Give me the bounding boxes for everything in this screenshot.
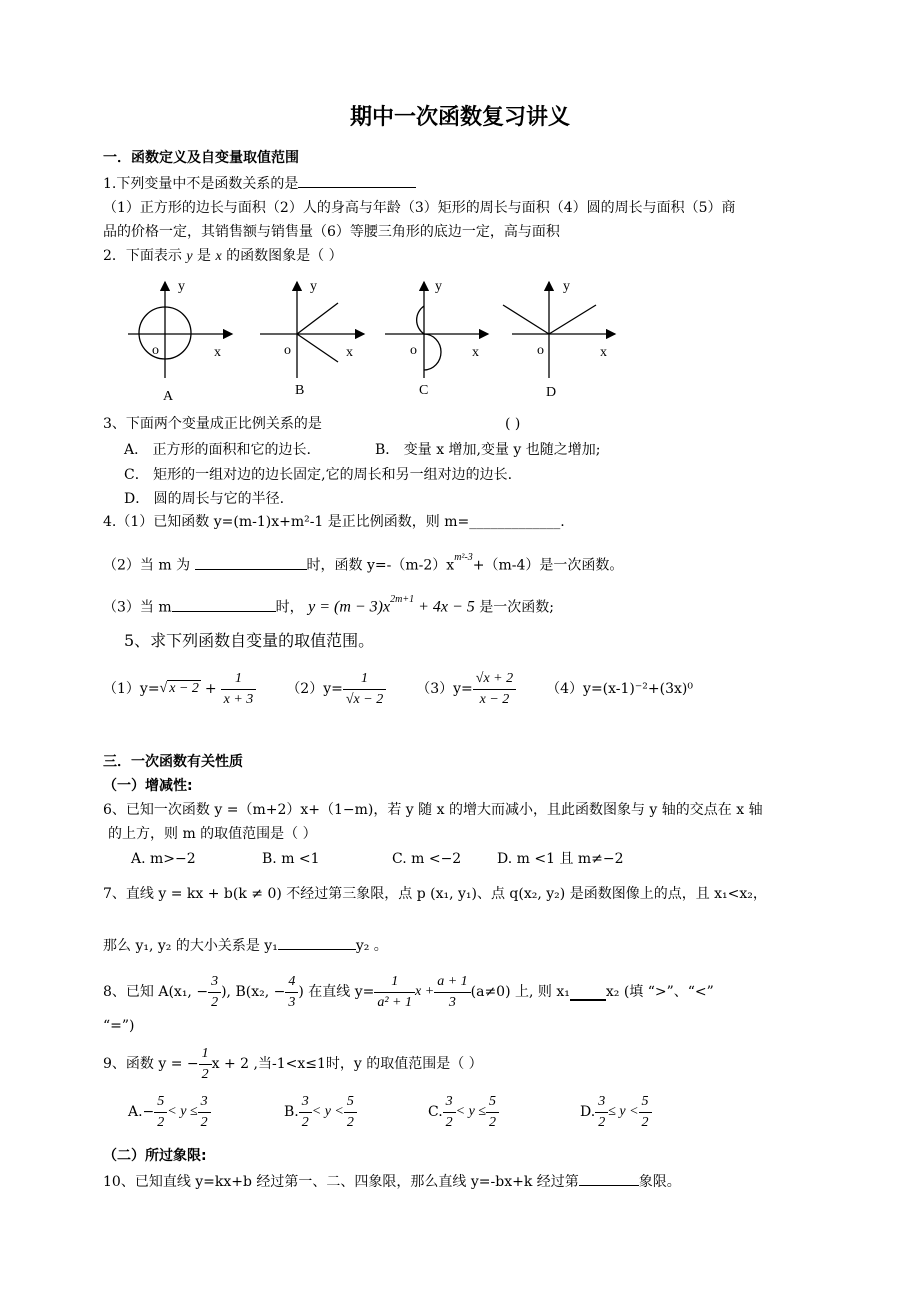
q3-option-d[interactable]: D． 圆的周长与它的半径. <box>124 491 285 507</box>
q8-fraction-3 <box>374 972 415 1013</box>
q9-a-prefix: A.− <box>128 1104 155 1120</box>
question-5-stem: 5、求下列函数自变量的取值范围。 <box>124 631 375 650</box>
q8-text-c: ) 在直线 y= <box>298 984 375 1000</box>
question-7-line2 <box>103 934 388 956</box>
question-2-stem <box>103 246 343 267</box>
q5-item1-num: 1 <box>221 669 257 690</box>
q9-a-f2-den: 2 <box>200 1114 208 1130</box>
graph-c[interactable] <box>385 279 488 398</box>
q9-b-f2-den: 2 <box>346 1114 354 1130</box>
q9-c-rel: < y ≤ <box>455 1104 487 1119</box>
graph-a-y-label: y <box>178 279 185 294</box>
q5-item1-fraction <box>221 669 257 710</box>
graph-c-x-label: x <box>472 345 479 360</box>
q5-item1-den: x + 3 <box>223 691 254 707</box>
q9-b-f1-num: 3 <box>299 1092 312 1113</box>
q9-d-frac2 <box>639 1092 652 1133</box>
q4-p3-text-b: 时， <box>275 599 304 616</box>
q9-d-rel: ≤ y < <box>608 1104 639 1119</box>
question-1-line2: 品的价格一定，其销售额与销售量（6）等腰三角形的底边一定，高与面积 <box>103 224 560 240</box>
graph-c-right-arc <box>424 334 441 370</box>
q4-p3-math-b: + 4x − 5 <box>414 598 475 616</box>
q3-option-c[interactable]: C． 矩形的一组对边的边长固定,它的周长和另一组对边的边长. <box>124 467 513 483</box>
q2-var-y: y <box>186 249 193 264</box>
graph-c-label: C <box>419 383 429 398</box>
question-1-line1: （1）正方形的边长与面积（2）人的身高与年龄（3）矩形的周长与面积（4）圆的周长与面积（5）商 <box>103 200 736 216</box>
q5-item1-label: （1）y= <box>103 681 160 697</box>
q9-text-a: 9、函数 y = − <box>103 1056 199 1072</box>
q4-p3-text-a: （3）当 m <box>103 599 172 616</box>
q9-b-prefix: B. <box>284 1104 299 1120</box>
answer-blank[interactable] <box>278 934 356 950</box>
q9-a-f1-num: 5 <box>154 1092 167 1113</box>
q2-text-b: 是 <box>197 248 212 264</box>
q9-b-f2-num: 5 <box>344 1092 357 1113</box>
q9-b-frac1 <box>299 1092 312 1133</box>
q8-text-f: x₂ (填 “>”、“<” <box>605 984 714 1000</box>
q8-f3-num: 1 <box>374 972 415 993</box>
question-4-part-1: 4.（1）已知函数 y=(m-1)x+m²-1 是正比例函数，则 m=_____________. <box>103 514 565 530</box>
q9-option-d[interactable] <box>580 1088 652 1136</box>
q4-p2-exponent: m²-3 <box>454 552 473 563</box>
q5-item3-label: （3）y= <box>416 681 473 697</box>
graph-d-right-ray <box>549 305 596 334</box>
q8-f4-num: a + 1 <box>434 972 470 993</box>
graph-b[interactable] <box>260 279 364 398</box>
q9-f-den: 2 <box>201 1066 209 1082</box>
page-title: 期中一次函数复习讲义 <box>349 105 570 130</box>
answer-blank[interactable] <box>195 554 307 570</box>
graph-d[interactable] <box>503 279 615 400</box>
q4-p2-text-a: （2）当 m 为 <box>103 557 195 574</box>
question-1-stem <box>103 172 416 194</box>
q9-c-f1-den: 2 <box>445 1114 453 1130</box>
q9-c-frac1 <box>443 1092 456 1133</box>
q5-item2-label: （2）y= <box>286 681 343 697</box>
q9-f-num: 1 <box>199 1044 212 1065</box>
q4-p2-text-b: 时，函数 y=-（m-2）x <box>306 557 455 574</box>
question-3-stem: 3、下面两个变量成正比例关系的是 <box>103 416 322 432</box>
q9-d-f2-num: 5 <box>639 1092 652 1113</box>
q9-d-f2-den: 2 <box>641 1114 649 1130</box>
answer-blank[interactable] <box>172 596 276 612</box>
q5-item4: （4）y=(x-1)⁻²+(3x)⁰ <box>546 681 693 697</box>
graph-b-x-label: x <box>346 345 353 360</box>
q10-text-a: 10、已知直线 y=kx+b 经过第一、二、四象限，那么直线 y=-bx+k 经过第 <box>103 1174 579 1190</box>
q9-option-b[interactable] <box>284 1088 357 1136</box>
q9-option-a[interactable] <box>128 1088 211 1136</box>
q4-p3-exponent: 2m+1 <box>390 594 415 605</box>
q9-c-f2-den: 2 <box>489 1114 497 1130</box>
q4-p3-math-a: y = (m − 3)x <box>308 598 391 616</box>
question-3-answer-paren[interactable]: ( ) <box>505 416 521 432</box>
q2-text-c: 的函数图象是（ ） <box>226 248 343 264</box>
q9-a-f1-den: 2 <box>157 1114 165 1130</box>
graph-a-label: A <box>163 389 174 404</box>
graph-b-origin: o <box>284 343 291 358</box>
graph-b-label: B <box>295 383 305 398</box>
q9-c-frac2 <box>486 1092 499 1133</box>
q8-text-a: 8、已知 A(x₁, − <box>103 984 209 1000</box>
q8-f3-den: a² + 1 <box>377 994 413 1010</box>
q2-text-a: 2．下面表示 <box>103 248 182 264</box>
graph-d-x-label: x <box>600 345 607 360</box>
q5-item3-fraction: $\frac{√x + 2}{x - 2}$ <box>473 669 516 710</box>
q5-item2-radicand: x − 2 <box>353 691 384 707</box>
graph-c-origin: o <box>410 343 417 358</box>
q2-var-x: x <box>215 249 222 264</box>
q4-p2-text-c: +（m-4）是一次函数。 <box>472 557 624 574</box>
question-5-items <box>103 664 693 714</box>
q9-a-rel: < y ≤ <box>167 1104 198 1119</box>
q8-f1-num: 3 <box>208 972 221 993</box>
section-heading-1: 一．函数定义及自变量取值范围 <box>103 150 299 166</box>
answer-blank[interactable] <box>579 1170 639 1186</box>
graph-d-y-label: y <box>563 279 570 294</box>
graph-c-left-arc <box>417 306 424 334</box>
answer-blank[interactable] <box>570 984 606 1001</box>
q9-b-frac2 <box>344 1092 357 1133</box>
q7-line2-text-a: 那么 y₁, y₂ 的大小关系是 y₁ <box>103 938 278 954</box>
q9-b-rel: < y < <box>311 1104 344 1119</box>
subsection-monotonicity: （一）增减性: <box>103 778 193 794</box>
subsection-quadrants: （二）所过象限: <box>103 1148 207 1164</box>
q8-text-e: (a≠0) 上, 则 x₁ <box>470 984 570 1000</box>
q5-item3-den: x − 2 <box>479 691 510 707</box>
q9-d-f1-num: 3 <box>595 1092 608 1113</box>
q9-c-prefix: C. <box>428 1104 443 1120</box>
graph-b-y-label: y <box>310 279 317 294</box>
q8-text-d: x + <box>415 984 435 999</box>
question-1-text: 1.下列变量中不是函数关系的是 <box>103 176 299 192</box>
graph-d-label: D <box>546 385 557 400</box>
q9-c-f1-num: 3 <box>443 1092 456 1113</box>
q9-a-f2-num: 3 <box>198 1092 211 1113</box>
question-8-line1 <box>103 968 714 1016</box>
section-heading-3: 三．一次函数有关性质 <box>103 754 243 770</box>
q9-d-frac1 <box>595 1092 608 1133</box>
q3-option-b[interactable]: B． 变量 x 增加,变量 y 也随之增加; <box>375 442 601 458</box>
q5-item1-plus: + <box>204 681 217 697</box>
q5-item1-sqrt: √ x − 2 <box>159 681 199 696</box>
graph-b-ray-up <box>297 303 338 334</box>
graph-c-y-label: y <box>435 279 442 294</box>
q8-f2-den: 3 <box>288 994 296 1010</box>
q5-item2-num: 1 <box>343 669 386 690</box>
q6-option-b[interactable]: B. m <1 <box>262 851 320 867</box>
q6-option-a[interactable]: A. m>−2 <box>131 851 196 867</box>
question-10 <box>103 1170 681 1192</box>
question-4-part-3 <box>103 594 554 618</box>
q3-option-a[interactable]: A． 正方形的面积和它的边长. <box>124 442 312 458</box>
question-7-line1: 7、直线 y = kx + b(k ≠ 0) 不经过第三象限，点 p (x₁, y₁)、点 q(x₂, y₂) 是函数图像上的点，且 x₁<x₂， <box>103 886 767 902</box>
q8-f2-num: 4 <box>285 972 298 993</box>
graph-b-ray-down <box>297 334 338 362</box>
graph-d-origin: o <box>537 343 544 358</box>
graph-a-origin: o <box>152 343 159 358</box>
q9-d-prefix: D. <box>580 1104 596 1120</box>
q8-fraction-2 <box>285 972 298 1013</box>
q9-a-frac1 <box>154 1092 167 1133</box>
question-6-line1: 6、已知一次函数 y =（m+2）x+（1−m)，若 y 随 x 的增大而减小，且此函数图象与 y 轴的交点在 x 轴 <box>103 802 763 818</box>
q8-f4-den: 3 <box>448 994 456 1010</box>
q9-c-f2-num: 5 <box>486 1092 499 1113</box>
question-9-stem <box>103 1042 483 1086</box>
question-8-line2: “=”) <box>103 1018 135 1034</box>
q5-item2-fraction: $\frac{1}{√x - 2}$ <box>343 669 386 710</box>
q5-item3-radicand: x + 2 <box>483 670 514 686</box>
q8-fraction-1 <box>208 972 221 1013</box>
q8-f1-den: 2 <box>211 994 219 1010</box>
graph-d-left-ray <box>503 305 549 334</box>
q9-a-frac2 <box>198 1092 211 1133</box>
answer-blank[interactable] <box>298 172 416 188</box>
q9-option-c[interactable] <box>428 1088 499 1136</box>
q9-fraction <box>199 1044 212 1085</box>
question-6-line2: 的上方，则 m 的取值范围是（ ） <box>108 826 317 842</box>
q9-text-b: x + 2 ,当-1<x≤1时，y 的取值范围是（ ） <box>211 1056 483 1072</box>
q6-option-c[interactable]: C. m <−2 <box>392 851 462 867</box>
q8-fraction-4 <box>434 972 470 1013</box>
question-4-part-2 <box>103 552 623 576</box>
q10-text-b: 象限。 <box>638 1174 681 1190</box>
q9-d-f1-den: 2 <box>598 1114 606 1130</box>
function-graphs <box>0 270 920 410</box>
q5-item1-radicand: x − 2 <box>169 681 199 696</box>
q7-line2-text-b: y₂ 。 <box>355 938 388 954</box>
graph-a-x-label: x <box>214 345 221 360</box>
q9-b-f1-den: 2 <box>301 1114 309 1130</box>
q4-p3-text-c: 是一次函数; <box>479 599 554 616</box>
q8-text-b: ), B(x₂, − <box>221 984 286 1000</box>
q6-option-d[interactable]: D. m <1 且 m≠−2 <box>497 851 624 867</box>
graph-a[interactable] <box>128 279 232 404</box>
